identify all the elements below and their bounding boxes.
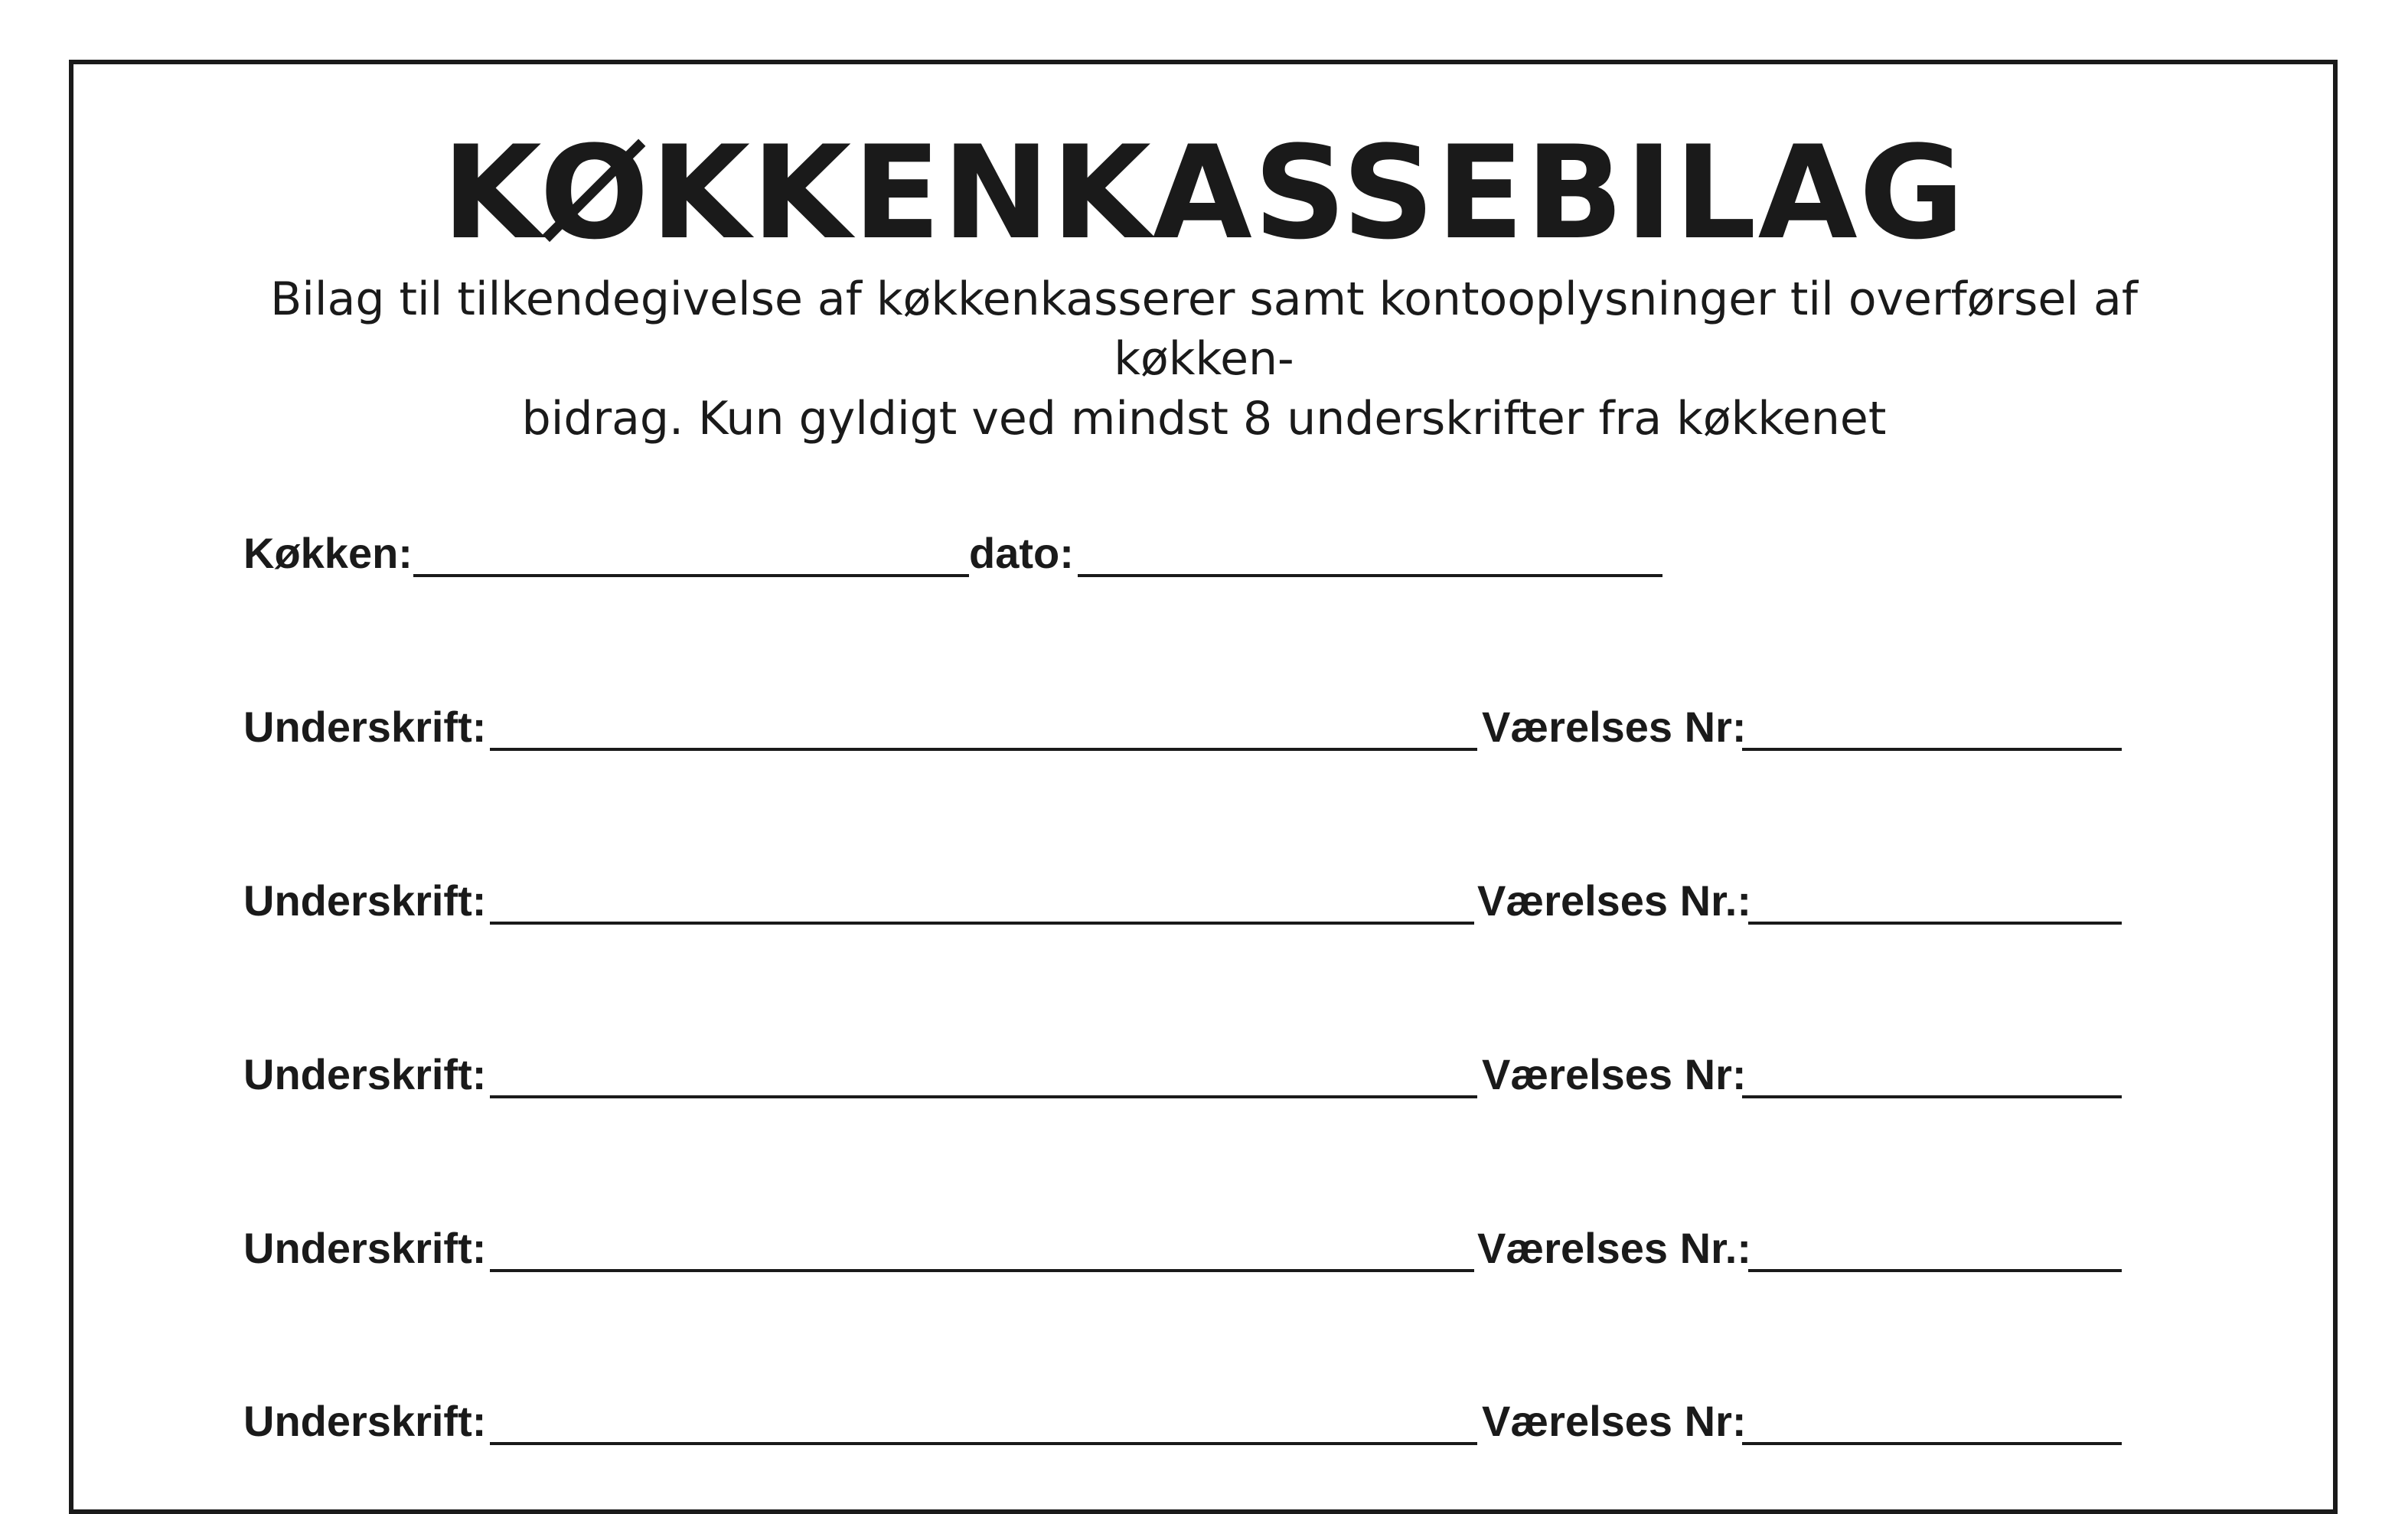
room-number-label: Værelses Nr: xyxy=(1482,703,1747,751)
room-number-field[interactable] xyxy=(1742,1095,2122,1098)
form-title: KØKKENKASSEBILAG xyxy=(442,118,1966,268)
signature-field[interactable] xyxy=(490,748,1477,751)
date-field[interactable] xyxy=(1078,574,1662,577)
kitchen-label: Køkken: xyxy=(243,529,413,577)
room-number-label: Værelses Nr: xyxy=(1482,1397,1747,1445)
signature-field[interactable] xyxy=(490,1442,1477,1445)
signature-row xyxy=(243,1222,2126,1275)
signature-row xyxy=(243,1048,2126,1101)
signature-label: Underskrift: xyxy=(243,1224,487,1272)
kitchen-field[interactable] xyxy=(413,574,969,577)
signature-label: Underskrift: xyxy=(243,1397,487,1445)
room-number-field[interactable] xyxy=(1742,748,2122,751)
subtitle-line-1: Bilag til tilkendegivelse af køkkenkasserer samt kontooplysninger til overførsel af køkken- xyxy=(270,272,2138,386)
signature-row xyxy=(243,1395,2126,1448)
signature-label: Underskrift: xyxy=(243,1050,487,1098)
subtitle-line-2: bidrag. Kun gyldigt ved mindst 8 underskrifter fra køkkenet xyxy=(521,392,1887,445)
date-label: dato: xyxy=(969,529,1074,577)
signature-field[interactable] xyxy=(490,1269,1474,1272)
room-number-label: Værelses Nr.: xyxy=(1477,1224,1751,1272)
room-number-field[interactable] xyxy=(1742,1442,2122,1445)
signature-label: Underskrift: xyxy=(243,703,487,751)
signature-row xyxy=(243,700,2126,754)
header-fields-row xyxy=(243,527,1667,580)
form-subtitle xyxy=(230,269,2178,449)
signature-field[interactable] xyxy=(490,922,1474,925)
room-number-label: Værelses Nr: xyxy=(1482,1050,1747,1098)
room-number-label: Værelses Nr.: xyxy=(1477,876,1751,925)
signature-field[interactable] xyxy=(490,1095,1477,1098)
room-number-field[interactable] xyxy=(1748,1269,2122,1272)
room-number-field[interactable] xyxy=(1748,922,2122,925)
signature-label: Underskrift: xyxy=(243,876,487,925)
signature-row xyxy=(243,874,2126,928)
